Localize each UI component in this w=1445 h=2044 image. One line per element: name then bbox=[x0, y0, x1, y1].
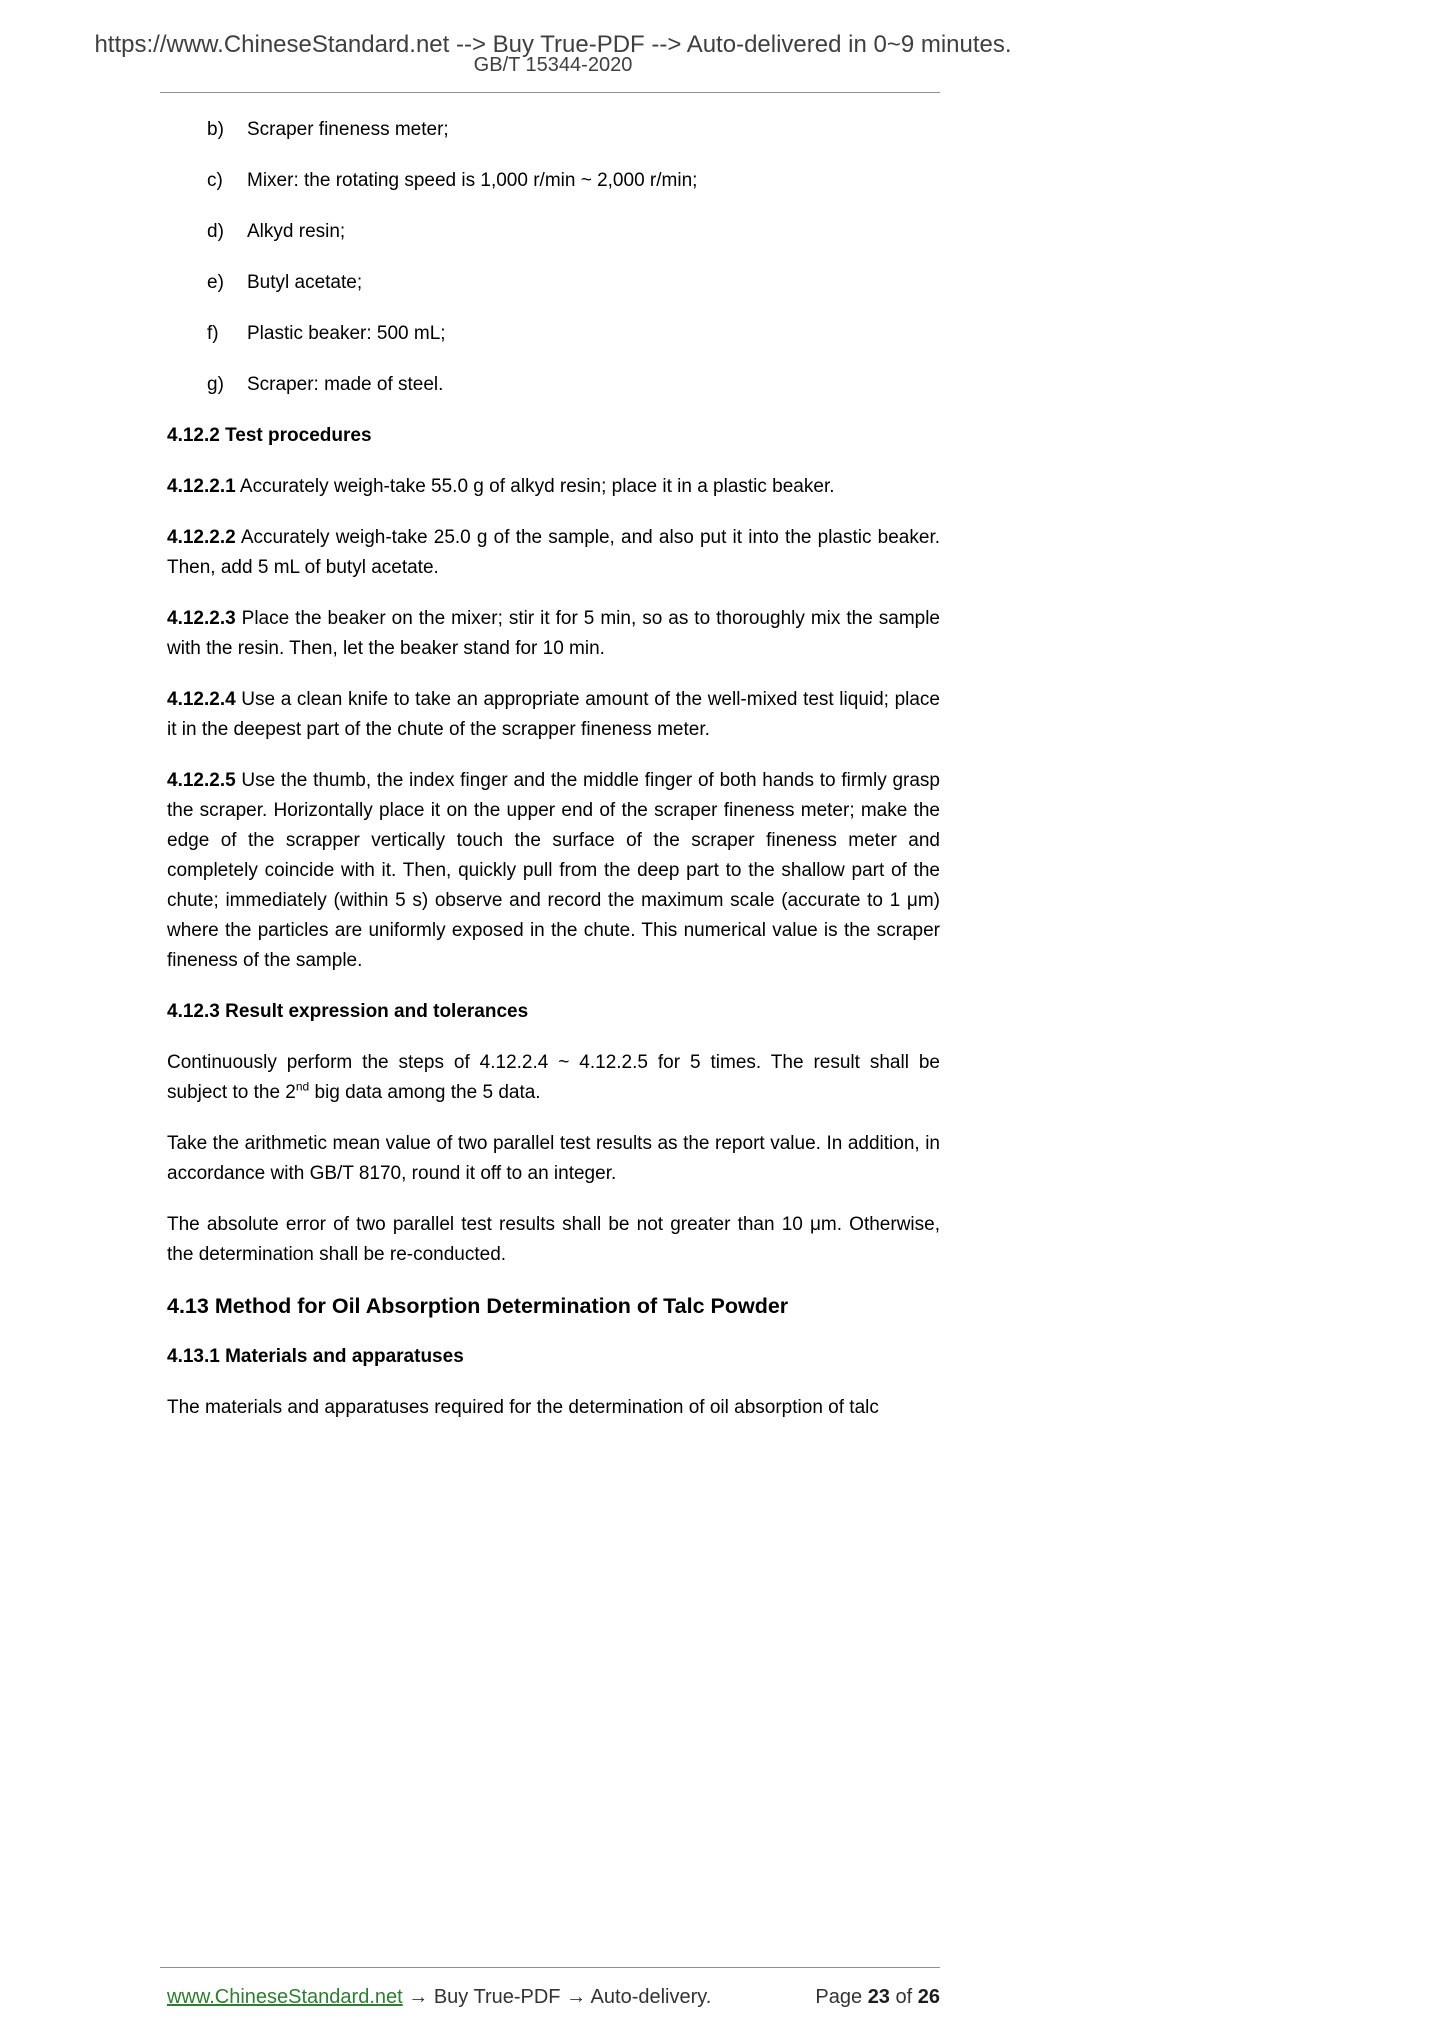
list-item-e bbox=[167, 268, 940, 298]
list-item-g bbox=[167, 370, 940, 400]
promo-banner: https://www.ChineseStandard.net --> Buy True-PDF --> Auto-delivered in 0~9 minutes. bbox=[94, 31, 1012, 58]
list-item-text: Mixer: the rotating speed is 1,000 r/min ~ 2,000 r/min; bbox=[247, 170, 698, 191]
list-item-f bbox=[167, 319, 940, 349]
document-number: GB/T 15344-2020 bbox=[473, 54, 633, 76]
page-current: 23 bbox=[867, 1986, 890, 2008]
footer-branding bbox=[167, 1986, 711, 2009]
clause-text: Use the thumb, the index finger and the middle finger of both hands to firmly grasp the scraper. Horizontally place it on the upper end of the scraper fineness meter; make the edge of the scrapper vertically touch the surface of the scraper fineness meter and completely coincide with it. Then, quickly pull from the deep part to the shallow part of the chute; immediately (within 5 s) observe and record the maximum scale (accurate to 1 μm) where the particles are uniformly exposed in the chute. This numerical value is the scraper fineness of the sample. bbox=[167, 770, 940, 971]
clause-4-12-2-1 bbox=[167, 472, 940, 502]
list-marker: c) bbox=[207, 170, 223, 191]
heading-4-13: 4.13 Method for Oil Absorption Determination of Talc Powder bbox=[167, 1294, 789, 1318]
clause-4-12-2-4 bbox=[167, 685, 940, 745]
footer-delivery-label: Auto-delivery. bbox=[590, 1986, 712, 2008]
clause-number: 4.12.2.2 bbox=[167, 527, 236, 548]
of-label: of bbox=[895, 1986, 913, 2008]
header-rule bbox=[160, 92, 940, 93]
list-item-text: Butyl acetate; bbox=[247, 272, 363, 293]
page-indicator bbox=[815, 1986, 940, 2009]
list-marker: d) bbox=[207, 221, 224, 242]
arrow-icon: → bbox=[408, 1986, 429, 2008]
clause-text: Accurately weigh-take 25.0 g of the sample, and also put it into the plastic beaker. Then, add 5 mL of butyl acetate. bbox=[167, 527, 940, 578]
footer-buy-label: Buy True-PDF bbox=[433, 1986, 561, 2008]
clause-number: 4.12.2.5 bbox=[167, 770, 236, 791]
clause-4-12-2-2 bbox=[167, 523, 940, 583]
list-marker: f) bbox=[207, 323, 219, 344]
clause-number: 4.12.2.3 bbox=[167, 608, 236, 629]
heading-4-12-3: 4.12.3 Result expression and tolerances bbox=[167, 1001, 529, 1022]
page-footer bbox=[167, 1986, 940, 2009]
page-label: Page bbox=[815, 1986, 863, 2008]
heading-4-12-2: 4.12.2 Test procedures bbox=[167, 425, 372, 446]
heading-4-13-1: 4.13.1 Materials and apparatuses bbox=[167, 1346, 464, 1367]
page-total: 26 bbox=[917, 1986, 940, 2008]
intro-paragraph-4-13-1: The materials and apparatuses required for the determination of oil absorption of talc bbox=[167, 1397, 879, 1418]
list-marker: b) bbox=[207, 119, 224, 140]
ordinal-superscript: nd bbox=[295, 1079, 310, 1094]
result-paragraph-3: The absolute error of two parallel test results shall be not greater than 10 μm. Otherwise, the determination shall be re-conducted. bbox=[167, 1214, 940, 1265]
result-text: Continuously perform the steps of 4.12.2.4 ~ 4.12.2.5 for 5 times. The result shall be subject to the 2 bbox=[167, 1052, 940, 1103]
document-body bbox=[167, 115, 940, 1444]
result-paragraph-1 bbox=[167, 1048, 940, 1108]
list-item-b bbox=[167, 115, 940, 145]
clause-text: Use a clean knife to take an appropriate amount of the well-mixed test liquid; place it in the deepest part of the chute of the scrapper fineness meter. bbox=[167, 689, 940, 740]
list-item-text: Scraper: made of steel. bbox=[247, 374, 444, 395]
list-item-d bbox=[167, 217, 940, 247]
arrow-icon: → bbox=[566, 1986, 587, 2008]
clause-text: Place the beaker on the mixer; stir it for 5 min, so as to thoroughly mix the sample with the resin. Then, let the beaker stand for 10 min. bbox=[167, 608, 941, 659]
footer-site-link[interactable]: www.ChineseStandard.net bbox=[167, 1986, 403, 2008]
list-item-text: Scraper fineness meter; bbox=[247, 119, 449, 140]
clause-4-12-2-5 bbox=[167, 766, 940, 976]
footer-rule bbox=[160, 1967, 940, 1968]
result-text: big data among the 5 data. bbox=[309, 1082, 541, 1103]
result-paragraph-2: Take the arithmetic mean value of two parallel test results as the report value. In addition, in accordance with GB/T 8170, round it off to an integer. bbox=[167, 1133, 940, 1184]
list-marker: g) bbox=[207, 374, 224, 395]
list-item-text: Plastic beaker: 500 mL; bbox=[247, 323, 446, 344]
clause-number: 4.12.2.1 bbox=[167, 476, 236, 497]
clause-text: Accurately weigh-take 55.0 g of alkyd resin; place it in a plastic beaker. bbox=[239, 476, 835, 497]
list-item-text: Alkyd resin; bbox=[247, 221, 346, 242]
clause-4-12-2-3 bbox=[167, 604, 940, 664]
clause-number: 4.12.2.4 bbox=[167, 689, 236, 710]
list-marker: e) bbox=[207, 272, 224, 293]
list-item-c bbox=[167, 166, 940, 196]
